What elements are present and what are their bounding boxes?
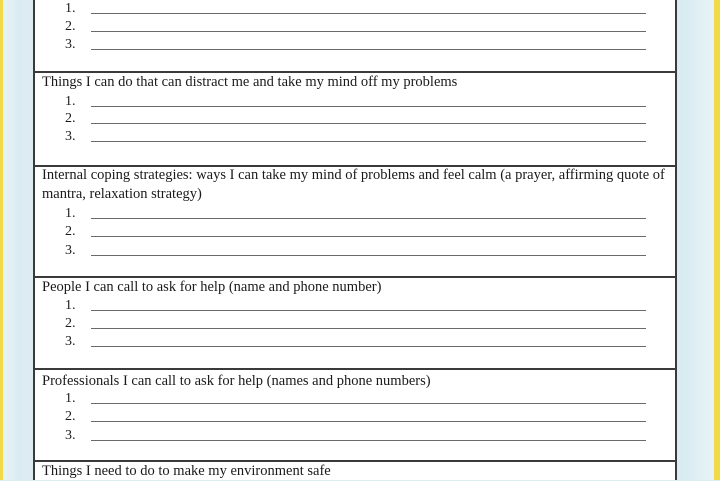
item-number: 3. xyxy=(65,334,76,349)
item-number: 3. xyxy=(65,37,76,52)
item-number: 2. xyxy=(65,224,76,239)
blank-line[interactable] xyxy=(91,328,646,329)
item-number: 2. xyxy=(65,409,76,424)
item-number: 1. xyxy=(65,94,76,109)
blank-line[interactable] xyxy=(91,255,646,256)
item-number: 3. xyxy=(65,243,76,258)
answer-line[interactable] xyxy=(35,36,675,54)
answer-line[interactable] xyxy=(35,390,675,408)
item-number: 2. xyxy=(65,19,76,34)
blank-line[interactable] xyxy=(91,403,646,404)
answer-line[interactable] xyxy=(35,315,675,333)
answer-line[interactable] xyxy=(35,0,675,18)
item-number: 2. xyxy=(65,111,76,126)
left-margin-decoration xyxy=(0,0,22,480)
blank-line[interactable] xyxy=(91,141,646,142)
blank-line[interactable] xyxy=(91,440,646,441)
answer-line[interactable] xyxy=(35,205,675,223)
answer-line[interactable] xyxy=(35,128,675,146)
blank-line[interactable] xyxy=(91,13,646,14)
answer-line[interactable] xyxy=(35,242,675,260)
blank-line[interactable] xyxy=(91,218,646,219)
answer-line[interactable] xyxy=(35,223,675,241)
blank-line[interactable] xyxy=(91,236,646,237)
section-heading: Things I need to do to make my environment safe xyxy=(42,463,331,479)
blank-line[interactable] xyxy=(91,421,646,422)
blank-line[interactable] xyxy=(91,346,646,347)
blank-line[interactable] xyxy=(91,310,646,311)
section-professionals xyxy=(35,368,675,460)
item-number: 1. xyxy=(65,298,76,313)
answer-line[interactable] xyxy=(35,18,675,36)
blank-line[interactable] xyxy=(91,123,646,124)
section-environment-safe xyxy=(35,460,675,480)
section-heading: People I can call to ask for help (name and phone number) xyxy=(42,279,382,295)
section-internal-coping xyxy=(35,165,675,276)
answer-line[interactable] xyxy=(35,110,675,128)
item-number: 3. xyxy=(65,129,76,144)
section-people-to-call xyxy=(35,276,675,368)
answer-line[interactable] xyxy=(35,297,675,315)
section-heading: Things I can do that can distract me and take my mind off my problems xyxy=(42,74,458,90)
blank-line[interactable] xyxy=(91,49,646,50)
item-number: 1. xyxy=(65,206,76,221)
answer-line[interactable] xyxy=(35,408,675,426)
answer-line[interactable] xyxy=(35,93,675,111)
blank-line[interactable] xyxy=(91,31,646,32)
safety-plan-sheet xyxy=(33,0,677,480)
section-previous xyxy=(35,0,675,71)
item-number: 1. xyxy=(65,1,76,16)
section-heading: Professionals I can call to ask for help (names and phone numbers) xyxy=(42,373,431,389)
answer-line[interactable] xyxy=(35,333,675,351)
right-margin-decoration xyxy=(680,0,720,480)
item-number: 2. xyxy=(65,316,76,331)
item-number: 3. xyxy=(65,428,76,443)
answer-line[interactable] xyxy=(35,427,675,445)
section-distractions xyxy=(35,71,675,165)
item-number: 1. xyxy=(65,391,76,406)
blank-line[interactable] xyxy=(91,106,646,107)
section-heading: Internal coping strategies: ways I can take my mind of problems and feel calm (a prayer, affirming quote of mantra, relaxation strategy) xyxy=(42,167,665,202)
